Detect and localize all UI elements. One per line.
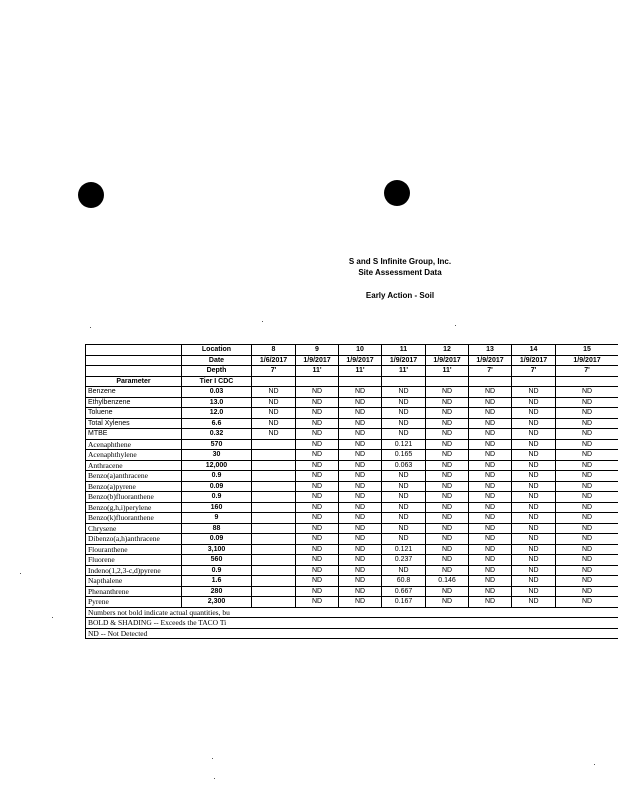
result-cell: ND <box>512 565 556 576</box>
result-cell: ND <box>426 429 469 440</box>
parameter-name: Benzo(k)fluoranthene <box>86 513 182 524</box>
date-cell: 1/9/2017 <box>512 355 556 366</box>
table-row <box>86 397 618 408</box>
result-cell: ND <box>469 597 512 608</box>
result-cell: ND <box>252 408 296 419</box>
location-cell: 13 <box>469 345 512 356</box>
result-cell: ND <box>469 586 512 597</box>
scan-speck <box>594 764 595 765</box>
result-cell: ND <box>339 544 382 555</box>
location-cell: 11 <box>382 345 426 356</box>
result-cell: 0.146 <box>426 576 469 587</box>
result-cell: ND <box>426 397 469 408</box>
result-cell: ND <box>512 586 556 597</box>
location-row <box>86 345 618 356</box>
result-cell: ND <box>339 576 382 587</box>
result-cell <box>252 502 296 513</box>
parameter-name: Benzo(g,h,i)perylene <box>86 502 182 513</box>
result-cell: ND <box>296 429 339 440</box>
result-cell <box>252 481 296 492</box>
location-cell: 15 <box>556 345 618 356</box>
result-cell: ND <box>556 513 618 524</box>
result-cell: ND <box>469 481 512 492</box>
tier-value: 12.0 <box>182 408 252 419</box>
result-cell: ND <box>339 565 382 576</box>
blank-cell <box>469 376 512 387</box>
parameter-name: Dibenzo(a,h)anthracene <box>86 534 182 545</box>
tier-value: 6.6 <box>182 418 252 429</box>
result-cell <box>252 586 296 597</box>
result-cell: ND <box>426 450 469 461</box>
result-cell: ND <box>296 418 339 429</box>
result-cell: ND <box>252 397 296 408</box>
parameter-name: MTBE <box>86 429 182 440</box>
result-cell: ND <box>296 597 339 608</box>
blank-cell <box>339 376 382 387</box>
result-cell: ND <box>426 586 469 597</box>
result-cell: ND <box>556 460 618 471</box>
result-cell: ND <box>469 471 512 482</box>
result-cell: ND <box>512 387 556 398</box>
result-cell: ND <box>512 555 556 566</box>
table-row <box>86 450 618 461</box>
parameter-name: Flouranthene <box>86 544 182 555</box>
section-title: Early Action - Soil <box>365 291 435 300</box>
result-cell: ND <box>556 502 618 513</box>
result-cell: ND <box>296 534 339 545</box>
result-cell: ND <box>556 429 618 440</box>
table-row <box>86 565 618 576</box>
result-cell: ND <box>296 544 339 555</box>
result-cell: ND <box>296 523 339 534</box>
result-cell: ND <box>382 513 426 524</box>
tier-value: 0.32 <box>182 429 252 440</box>
parameter-name: Benzo(b)fluoranthene <box>86 492 182 503</box>
result-cell <box>252 565 296 576</box>
result-cell: ND <box>426 534 469 545</box>
result-cell <box>252 513 296 524</box>
result-cell: ND <box>426 523 469 534</box>
result-cell: ND <box>556 586 618 597</box>
table-row <box>86 408 618 419</box>
result-cell: ND <box>426 481 469 492</box>
parameter-name: Napthalene <box>86 576 182 587</box>
result-cell: ND <box>382 481 426 492</box>
result-cell: ND <box>339 513 382 524</box>
result-cell: ND <box>512 429 556 440</box>
tier-label: Tier I CDC <box>182 376 252 387</box>
result-cell: ND <box>296 471 339 482</box>
depth-cell: 7' <box>469 366 512 377</box>
result-cell: ND <box>382 523 426 534</box>
date-cell: 1/9/2017 <box>382 355 426 366</box>
result-cell: ND <box>469 408 512 419</box>
result-cell: ND <box>296 492 339 503</box>
result-cell <box>252 492 296 503</box>
result-cell: ND <box>469 513 512 524</box>
result-cell: ND <box>296 450 339 461</box>
depth-cell: 7' <box>252 366 296 377</box>
tier-value: 30 <box>182 450 252 461</box>
result-cell: ND <box>512 523 556 534</box>
result-cell: ND <box>556 534 618 545</box>
result-cell: ND <box>512 471 556 482</box>
date-cell: 1/9/2017 <box>556 355 618 366</box>
depth-cell: 11' <box>339 366 382 377</box>
tier-value: 570 <box>182 439 252 450</box>
scan-speck <box>455 325 456 326</box>
table-row <box>86 534 618 545</box>
result-cell: ND <box>469 397 512 408</box>
parameter-name: Anthracene <box>86 460 182 471</box>
result-cell: ND <box>512 597 556 608</box>
result-cell <box>252 450 296 461</box>
location-cell: 12 <box>426 345 469 356</box>
blank-cell <box>512 376 556 387</box>
result-cell: ND <box>469 387 512 398</box>
date-cell: 1/9/2017 <box>339 355 382 366</box>
result-cell: ND <box>469 534 512 545</box>
blank-cell <box>382 376 426 387</box>
result-cell: ND <box>339 534 382 545</box>
blank-cell <box>86 345 182 356</box>
result-cell: ND <box>339 450 382 461</box>
notes-row <box>86 618 618 629</box>
result-cell: ND <box>512 460 556 471</box>
result-cell: ND <box>469 439 512 450</box>
notes-row <box>86 628 618 639</box>
result-cell: ND <box>512 576 556 587</box>
result-cell: ND <box>556 544 618 555</box>
table-row <box>86 492 618 503</box>
table-row <box>86 502 618 513</box>
depth-cell: 11' <box>296 366 339 377</box>
table-row <box>86 387 618 398</box>
report-subtitle: Site Assessment Data <box>358 268 442 277</box>
table-row <box>86 439 618 450</box>
result-cell: ND <box>296 481 339 492</box>
result-cell: ND <box>556 597 618 608</box>
result-cell: ND <box>512 513 556 524</box>
result-cell: ND <box>296 387 339 398</box>
result-cell: ND <box>296 565 339 576</box>
result-cell: ND <box>426 460 469 471</box>
result-cell: ND <box>339 481 382 492</box>
blank-cell <box>252 376 296 387</box>
result-cell: ND <box>296 576 339 587</box>
result-cell: ND <box>469 460 512 471</box>
result-cell: ND <box>296 586 339 597</box>
result-cell <box>252 439 296 450</box>
result-cell: ND <box>252 387 296 398</box>
table-row <box>86 481 618 492</box>
result-cell <box>252 544 296 555</box>
date-cell: 1/6/2017 <box>252 355 296 366</box>
result-cell: 0.667 <box>382 586 426 597</box>
result-cell: ND <box>556 565 618 576</box>
result-cell: ND <box>556 492 618 503</box>
result-cell: ND <box>512 439 556 450</box>
table-row <box>86 597 618 608</box>
result-cell: ND <box>426 439 469 450</box>
result-cell: ND <box>426 418 469 429</box>
date-row <box>86 355 618 366</box>
parameter-name: Benzo(a)anthracene <box>86 471 182 482</box>
result-cell: ND <box>469 523 512 534</box>
date-label: Date <box>182 355 252 366</box>
result-cell: ND <box>512 481 556 492</box>
result-cell: ND <box>426 565 469 576</box>
tier-value: 1.6 <box>182 576 252 587</box>
result-cell: ND <box>339 408 382 419</box>
result-cell: ND <box>339 460 382 471</box>
parameter-name: Acenaphthene <box>86 439 182 450</box>
table-row <box>86 576 618 587</box>
result-cell: ND <box>469 544 512 555</box>
parameter-name: Ethylbenzene <box>86 397 182 408</box>
result-cell: ND <box>426 471 469 482</box>
date-cell: 1/9/2017 <box>469 355 512 366</box>
tier-value: 160 <box>182 502 252 513</box>
result-cell: ND <box>512 544 556 555</box>
result-cell: 0.165 <box>382 450 426 461</box>
result-cell: ND <box>382 387 426 398</box>
location-cell: 9 <box>296 345 339 356</box>
parameter-name: Total Xylenes <box>86 418 182 429</box>
result-cell: 60.8 <box>382 576 426 587</box>
result-cell: ND <box>469 565 512 576</box>
location-cell: 10 <box>339 345 382 356</box>
result-cell: ND <box>339 555 382 566</box>
result-cell: ND <box>469 555 512 566</box>
result-cell: 0.167 <box>382 597 426 608</box>
scan-speck <box>20 573 21 574</box>
result-cell <box>252 460 296 471</box>
result-cell: 0.063 <box>382 460 426 471</box>
table-row <box>86 471 618 482</box>
depth-cell: 11' <box>382 366 426 377</box>
result-cell: ND <box>426 597 469 608</box>
result-cell: ND <box>556 523 618 534</box>
result-cell: ND <box>556 387 618 398</box>
result-cell: ND <box>382 429 426 440</box>
result-cell: ND <box>556 397 618 408</box>
depth-cell: 7' <box>556 366 618 377</box>
parameter-name: Chrysene <box>86 523 182 534</box>
result-cell <box>252 471 296 482</box>
parameter-label: Parameter <box>86 376 182 387</box>
result-cell: ND <box>469 502 512 513</box>
parameter-name: Acenaphthylene <box>86 450 182 461</box>
parameter-name: Benzo(a)pyrene <box>86 481 182 492</box>
note-text: ND -- Not Detected <box>86 628 618 639</box>
result-cell: ND <box>469 450 512 461</box>
result-cell: ND <box>339 492 382 503</box>
result-cell: ND <box>382 565 426 576</box>
result-cell: ND <box>556 439 618 450</box>
scan-speck <box>52 617 53 618</box>
result-cell: ND <box>252 429 296 440</box>
depth-cell: 7' <box>512 366 556 377</box>
result-cell: 0.121 <box>382 439 426 450</box>
result-cell: ND <box>382 397 426 408</box>
result-cell: ND <box>339 597 382 608</box>
result-cell: ND <box>339 471 382 482</box>
company-name: S and S Infinite Group, Inc. <box>348 257 452 266</box>
result-cell: ND <box>339 429 382 440</box>
result-cell: ND <box>512 450 556 461</box>
result-cell: ND <box>556 576 618 587</box>
scan-speck <box>212 758 213 759</box>
table-row <box>86 544 618 555</box>
result-cell: ND <box>382 502 426 513</box>
result-cell: ND <box>339 502 382 513</box>
result-cell: ND <box>339 418 382 429</box>
parameter-name: Indeno(1,2,3-c,d)pyrene <box>86 565 182 576</box>
result-cell: ND <box>512 408 556 419</box>
result-cell: ND <box>296 513 339 524</box>
result-cell: ND <box>382 408 426 419</box>
tier-value: 88 <box>182 523 252 534</box>
tier-value: 12,000 <box>182 460 252 471</box>
result-cell: ND <box>339 586 382 597</box>
result-cell: ND <box>426 502 469 513</box>
tier-value: 0.9 <box>182 565 252 576</box>
parameter-name: Fluorene <box>86 555 182 566</box>
blank-cell <box>426 376 469 387</box>
result-cell: ND <box>426 555 469 566</box>
result-cell <box>252 555 296 566</box>
result-cell: 0.121 <box>382 544 426 555</box>
blank-cell <box>556 376 618 387</box>
tier-value: 0.9 <box>182 471 252 482</box>
result-cell: ND <box>339 523 382 534</box>
scan-speck <box>214 778 215 779</box>
blank-cell <box>86 366 182 377</box>
result-cell <box>252 597 296 608</box>
tier-value: 0.09 <box>182 481 252 492</box>
tier-value: 0.9 <box>182 492 252 503</box>
parameter-name: Pyrene <box>86 597 182 608</box>
parameter-name: Benzene <box>86 387 182 398</box>
result-cell: ND <box>556 471 618 482</box>
tier-value: 13.0 <box>182 397 252 408</box>
table-row <box>86 513 618 524</box>
parameter-header-row <box>86 376 618 387</box>
result-cell: ND <box>296 397 339 408</box>
parameter-name: Phenanthrene <box>86 586 182 597</box>
parameter-name: Toluene <box>86 408 182 419</box>
result-cell: ND <box>296 439 339 450</box>
result-cell: ND <box>469 576 512 587</box>
result-cell: ND <box>296 502 339 513</box>
table-row <box>86 523 618 534</box>
depth-cell: 11' <box>426 366 469 377</box>
result-cell: ND <box>426 492 469 503</box>
result-cell: ND <box>469 418 512 429</box>
tier-value: 2,300 <box>182 597 252 608</box>
date-cell: 1/9/2017 <box>426 355 469 366</box>
result-cell: ND <box>512 397 556 408</box>
result-cell: ND <box>426 513 469 524</box>
scan-speck <box>90 327 91 328</box>
result-cell: ND <box>556 450 618 461</box>
result-cell: ND <box>469 429 512 440</box>
note-text: Numbers not bold indicate actual quantities, bu <box>86 607 618 618</box>
tier-value: 3,100 <box>182 544 252 555</box>
result-cell: ND <box>296 555 339 566</box>
result-cell: ND <box>512 492 556 503</box>
result-cell: ND <box>382 471 426 482</box>
result-cell: ND <box>556 555 618 566</box>
result-cell: ND <box>339 387 382 398</box>
result-cell: ND <box>339 397 382 408</box>
date-cell: 1/9/2017 <box>296 355 339 366</box>
result-cell: ND <box>556 481 618 492</box>
soil-assessment-table <box>85 344 618 639</box>
blank-cell <box>86 355 182 366</box>
result-cell: ND <box>512 418 556 429</box>
result-cell: ND <box>296 408 339 419</box>
tier-value: 0.09 <box>182 534 252 545</box>
result-cell: ND <box>556 408 618 419</box>
blank-cell <box>296 376 339 387</box>
result-cell: ND <box>252 418 296 429</box>
table-row <box>86 429 618 440</box>
scan-speck <box>262 321 263 322</box>
result-cell: ND <box>382 418 426 429</box>
result-cell: ND <box>382 534 426 545</box>
result-cell <box>252 576 296 587</box>
depth-label: Depth <box>182 366 252 377</box>
depth-row <box>86 366 618 377</box>
note-text: BOLD & SHADING -- Exceeds the TACO Ti <box>86 618 618 629</box>
location-cell: 14 <box>512 345 556 356</box>
result-cell: ND <box>339 439 382 450</box>
tier-value: 560 <box>182 555 252 566</box>
table-row <box>86 555 618 566</box>
result-cell: ND <box>512 502 556 513</box>
tier-value: 280 <box>182 586 252 597</box>
table-row <box>86 586 618 597</box>
result-cell: ND <box>382 492 426 503</box>
location-label: Location <box>182 345 252 356</box>
result-cell: ND <box>426 387 469 398</box>
result-cell: ND <box>426 408 469 419</box>
result-cell <box>252 523 296 534</box>
result-cell: ND <box>296 460 339 471</box>
result-cell: 0.237 <box>382 555 426 566</box>
tier-value: 0.03 <box>182 387 252 398</box>
result-cell: ND <box>426 544 469 555</box>
location-cell: 8 <box>252 345 296 356</box>
result-cell: ND <box>556 418 618 429</box>
result-cell <box>252 534 296 545</box>
punch-hole-left <box>78 182 104 208</box>
result-cell: ND <box>512 534 556 545</box>
notes-row <box>86 607 618 618</box>
tier-value: 9 <box>182 513 252 524</box>
punch-hole-right <box>384 180 410 206</box>
table-row <box>86 418 618 429</box>
table-row <box>86 460 618 471</box>
result-cell: ND <box>469 492 512 503</box>
